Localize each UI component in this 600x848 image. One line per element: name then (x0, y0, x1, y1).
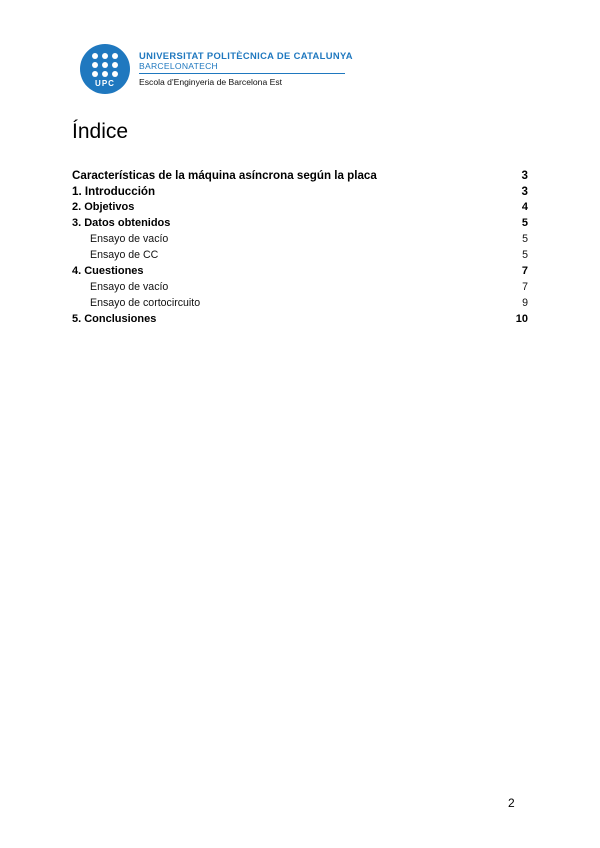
logo-wordmark (139, 50, 409, 87)
toc-entry[interactable] (72, 217, 528, 233)
university-name: UNIVERSITAT POLITÈCNICA DE CATALUNYA (139, 50, 353, 61)
school-name: Escola d'Enginyeria de Barcelona Est (139, 77, 283, 87)
toc-entry-label: Ensayo de cortocircuito (90, 297, 201, 309)
toc-entry-label: Ensayo de vacío (90, 281, 169, 293)
toc-entry-label: 2. Objetivos (72, 201, 135, 213)
toc-entry[interactable] (72, 185, 528, 201)
toc-entry-label: Ensayo de CC (90, 249, 159, 261)
toc-entry[interactable] (72, 313, 528, 329)
toc-entry-page: 7 (521, 265, 528, 277)
toc-entry-page: 3 (521, 169, 528, 182)
toc-subentry[interactable] (72, 233, 528, 249)
toc-entry[interactable] (72, 201, 528, 217)
index-title: Índice (72, 120, 129, 143)
toc-subentry[interactable] (72, 281, 528, 297)
toc-entry-page: 5 (521, 217, 528, 229)
toc-entry-page: 10 (515, 313, 528, 325)
table-of-contents (72, 169, 528, 329)
page-number: 2 (508, 796, 515, 810)
upc-logo-emblem (80, 44, 130, 94)
toc-subentry[interactable] (72, 297, 528, 313)
toc-entry[interactable] (72, 169, 528, 185)
toc-entry-page: 7 (522, 281, 528, 293)
toc-entry-page: 9 (522, 297, 528, 309)
toc-entry-page: 4 (521, 201, 528, 213)
toc-entry-label: Características de la máquina asíncrona según la placa (72, 169, 377, 182)
toc-entry-label: 3. Datos obtenidos (72, 217, 171, 229)
logo-abbreviation: UPC (95, 79, 115, 88)
logo-divider (139, 73, 345, 74)
toc-entry-label: 4. Cuestiones (72, 265, 144, 277)
toc-entry[interactable] (72, 265, 528, 281)
toc-entry-label: Ensayo de vacío (90, 233, 169, 245)
toc-entry-page: 3 (521, 185, 528, 198)
upc-logo (80, 44, 380, 96)
toc-entry-label: 5. Conclusiones (72, 313, 157, 325)
toc-entry-page: 5 (522, 233, 528, 245)
toc-subentry[interactable] (72, 249, 528, 265)
toc-entry-page: 5 (522, 249, 528, 261)
toc-entry-label: 1. Introducción (72, 185, 156, 198)
university-subtitle: BARCELONATECH (139, 61, 219, 71)
